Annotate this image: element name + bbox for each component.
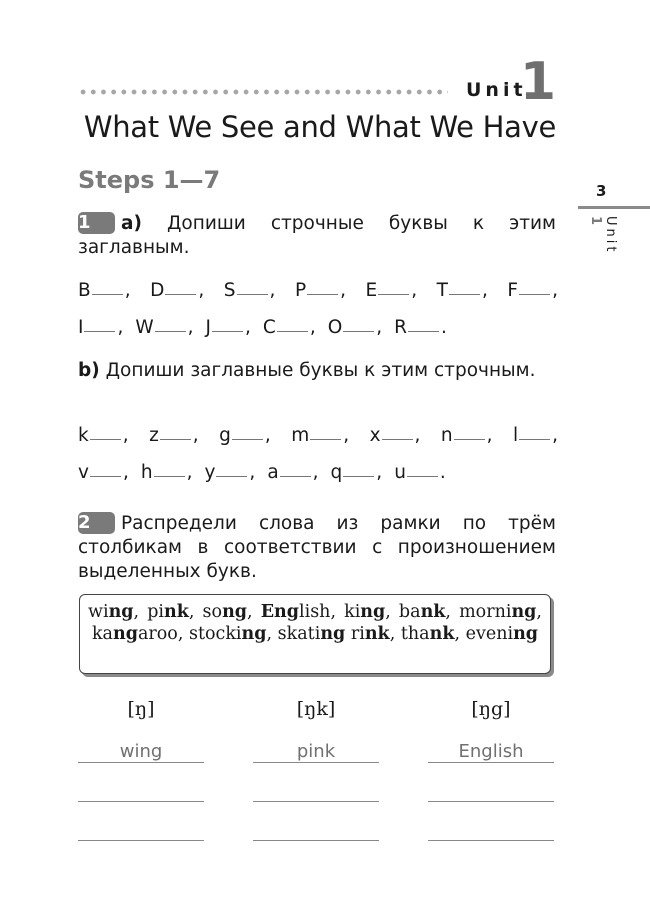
handwritten-answer: wing: [119, 741, 163, 762]
answer-line[interactable]: [78, 802, 204, 841]
side-unit-label: [588, 216, 618, 254]
letter-item: [135, 317, 193, 343]
punctuation: ,: [340, 280, 347, 301]
letter-item: [394, 317, 447, 343]
exercise-badge-1: 1: [78, 212, 115, 234]
answer-line[interactable]: [253, 763, 379, 802]
part-b-text: Допиши заглавные буквы к этим строчным.: [105, 360, 536, 381]
given-letter: v: [78, 462, 89, 483]
letter-item: [331, 462, 383, 488]
letter-blank[interactable]: [280, 476, 311, 477]
exercise1-a-instruction: [78, 212, 556, 260]
letter-blank[interactable]: [454, 439, 485, 440]
given-letter: S: [223, 280, 236, 301]
punctuation: ,: [312, 462, 319, 483]
given-letter: E: [365, 280, 378, 301]
given-letter: l: [512, 425, 519, 446]
punctuation: ,: [264, 425, 271, 446]
punctuation: ,: [269, 280, 276, 301]
given-letter: D: [150, 280, 165, 301]
letter-blank[interactable]: [216, 476, 247, 477]
word-box-word: stocking,: [188, 624, 273, 644]
phonetic-label: [ŋg]: [471, 698, 511, 720]
punctuation: ,: [486, 425, 493, 446]
given-letter: B: [78, 280, 91, 301]
part-a-label: a): [121, 213, 142, 234]
part-b-label: b): [78, 360, 100, 381]
side-unit-number: 1: [588, 216, 603, 229]
word-box-word: song,: [202, 602, 253, 622]
given-letter: F: [507, 280, 519, 301]
letter-blank[interactable]: [237, 294, 268, 295]
given-letter: x: [369, 425, 381, 446]
letter-item: [366, 280, 418, 306]
given-letter: m: [291, 425, 310, 446]
letter-item: [204, 462, 255, 488]
answer-line[interactable]: [428, 802, 554, 841]
letter-item: [224, 280, 276, 306]
exercise-badge-2: 2: [78, 512, 115, 534]
handwritten-answer: pink: [296, 741, 336, 762]
letter-blank[interactable]: [90, 476, 121, 477]
punctuation: ,: [343, 425, 350, 446]
letter-item: [394, 462, 446, 488]
word-box-word: pink,: [147, 602, 195, 622]
given-letter: h: [140, 462, 153, 483]
punctuation: ,: [122, 462, 129, 483]
letters-b-row1: [78, 425, 558, 451]
letter-item: [78, 280, 131, 306]
letter-blank[interactable]: [307, 294, 338, 295]
exercise2-text: Распредели слова из рамки по трём столбикам в соответствии с произношением выделенных букв.: [78, 513, 556, 582]
phonetic-label: [ŋk]: [296, 698, 336, 720]
punctuation: ,: [124, 280, 131, 301]
unit-number: 1: [519, 52, 556, 112]
letter-item: [291, 425, 349, 451]
exercise1-b-instruction: [78, 359, 556, 383]
phonetic-label: [ŋ]: [127, 698, 155, 720]
letter-item: [206, 317, 251, 343]
word-box-word: kangaroo,: [91, 624, 184, 644]
letter-item: [370, 425, 421, 451]
word-box-word: king,: [344, 602, 391, 622]
answer-line[interactable]: [78, 724, 204, 763]
given-letter: z: [149, 425, 159, 446]
unit-label: Unit: [466, 79, 527, 101]
letter-blank[interactable]: [378, 294, 409, 295]
word-box-word: wing,: [88, 602, 140, 622]
letter-item: [437, 280, 488, 306]
punctuation: ,: [198, 280, 205, 301]
word-box-word: evening: [465, 624, 539, 644]
punctuation: ,: [376, 317, 383, 338]
letter-item: [78, 317, 123, 343]
given-letter: I: [78, 317, 84, 338]
letter-blank[interactable]: [160, 439, 191, 440]
letter-blank[interactable]: [310, 439, 341, 440]
punctuation: ,: [187, 317, 194, 338]
letter-item: [295, 280, 346, 306]
letter-blank[interactable]: [343, 331, 374, 332]
punctuation: ,: [552, 280, 558, 301]
answer-line[interactable]: [428, 763, 554, 802]
letter-item: [513, 425, 558, 451]
letter-blank[interactable]: [212, 331, 243, 332]
word-box-word: thank,: [400, 624, 461, 644]
punctuation: ,: [414, 425, 421, 446]
answer-line[interactable]: [428, 724, 554, 763]
letter-blank[interactable]: [407, 476, 438, 477]
column-ng: [78, 698, 204, 841]
letter-item: [441, 425, 493, 451]
letter-item: [267, 462, 318, 488]
handwritten-answer: English: [458, 741, 524, 762]
column-ngg: [428, 698, 554, 841]
given-letter: O: [327, 317, 343, 338]
letters-b-row2: [78, 462, 558, 488]
given-letter: C: [262, 317, 276, 338]
given-letter: k: [78, 425, 89, 446]
page-number: 3: [596, 182, 607, 200]
punctuation: .: [439, 462, 446, 483]
letter-blank[interactable]: [90, 439, 121, 440]
punctuation: ,: [186, 462, 193, 483]
page-title: What We See and What We Have: [83, 110, 556, 144]
given-letter: u: [394, 462, 406, 483]
punctuation: ,: [245, 317, 251, 338]
given-letter: q: [330, 462, 343, 483]
side-divider: [578, 206, 650, 209]
letter-item: [150, 280, 204, 306]
answer-line[interactable]: [253, 724, 379, 763]
dotted-rule: [78, 89, 448, 95]
punctuation: ,: [411, 280, 418, 301]
punctuation: ,: [376, 462, 383, 483]
steps-heading: Steps 1—7: [78, 166, 221, 194]
punctuation: ,: [481, 280, 488, 301]
letters-a-row2: [78, 317, 558, 343]
letter-item: [78, 462, 129, 488]
letter-item: [219, 425, 271, 451]
punctuation: ,: [552, 425, 558, 446]
letter-item: [149, 425, 199, 451]
punctuation: .: [441, 317, 447, 338]
given-letter: n: [440, 425, 453, 446]
letter-blank[interactable]: [232, 439, 263, 440]
given-letter: a: [267, 462, 279, 483]
letter-blank[interactable]: [408, 331, 439, 332]
given-letter: y: [204, 462, 216, 483]
answer-line[interactable]: [253, 802, 379, 841]
letter-blank[interactable]: [84, 331, 115, 332]
given-letter: R: [394, 317, 408, 338]
punctuation: ,: [192, 425, 199, 446]
word-box: [79, 594, 551, 674]
punctuation: ,: [117, 317, 124, 338]
given-letter: P: [294, 280, 307, 301]
letter-blank[interactable]: [277, 331, 308, 332]
letter-blank[interactable]: [165, 294, 196, 295]
letter-blank[interactable]: [382, 439, 413, 440]
part-a-text: Допиши строчные буквы к этим заглавным.: [78, 213, 556, 258]
letter-blank[interactable]: [92, 294, 123, 295]
letter-blank[interactable]: [519, 294, 550, 295]
given-letter: T: [436, 280, 448, 301]
punctuation: ,: [249, 462, 256, 483]
letter-item: [263, 317, 316, 343]
punctuation: ,: [122, 425, 129, 446]
letter-blank[interactable]: [343, 476, 374, 477]
letters-a-row1: [78, 280, 558, 306]
word-box-word: English,: [260, 602, 337, 622]
word-box-word: morning,: [459, 602, 542, 622]
unit-header: [78, 52, 556, 112]
word-box-word: rink,: [350, 624, 396, 644]
letter-item: [507, 280, 558, 306]
given-letter: J: [205, 317, 212, 338]
given-letter: W: [135, 317, 154, 338]
given-letter: g: [219, 425, 231, 446]
letter-blank[interactable]: [154, 476, 185, 477]
column-ngk: [253, 698, 379, 841]
letter-blank[interactable]: [449, 294, 480, 295]
letter-blank[interactable]: [519, 439, 550, 440]
side-unit-word: Unit: [603, 216, 618, 255]
letter-blank[interactable]: [155, 331, 186, 332]
letter-item: [141, 462, 193, 488]
punctuation: ,: [309, 317, 316, 338]
letter-item: [78, 425, 129, 451]
word-box-word: skating: [277, 624, 346, 644]
answer-line[interactable]: [78, 763, 204, 802]
letter-item: [328, 317, 382, 343]
exercise2-instruction: [78, 512, 556, 584]
word-box-word: bank,: [398, 602, 451, 622]
